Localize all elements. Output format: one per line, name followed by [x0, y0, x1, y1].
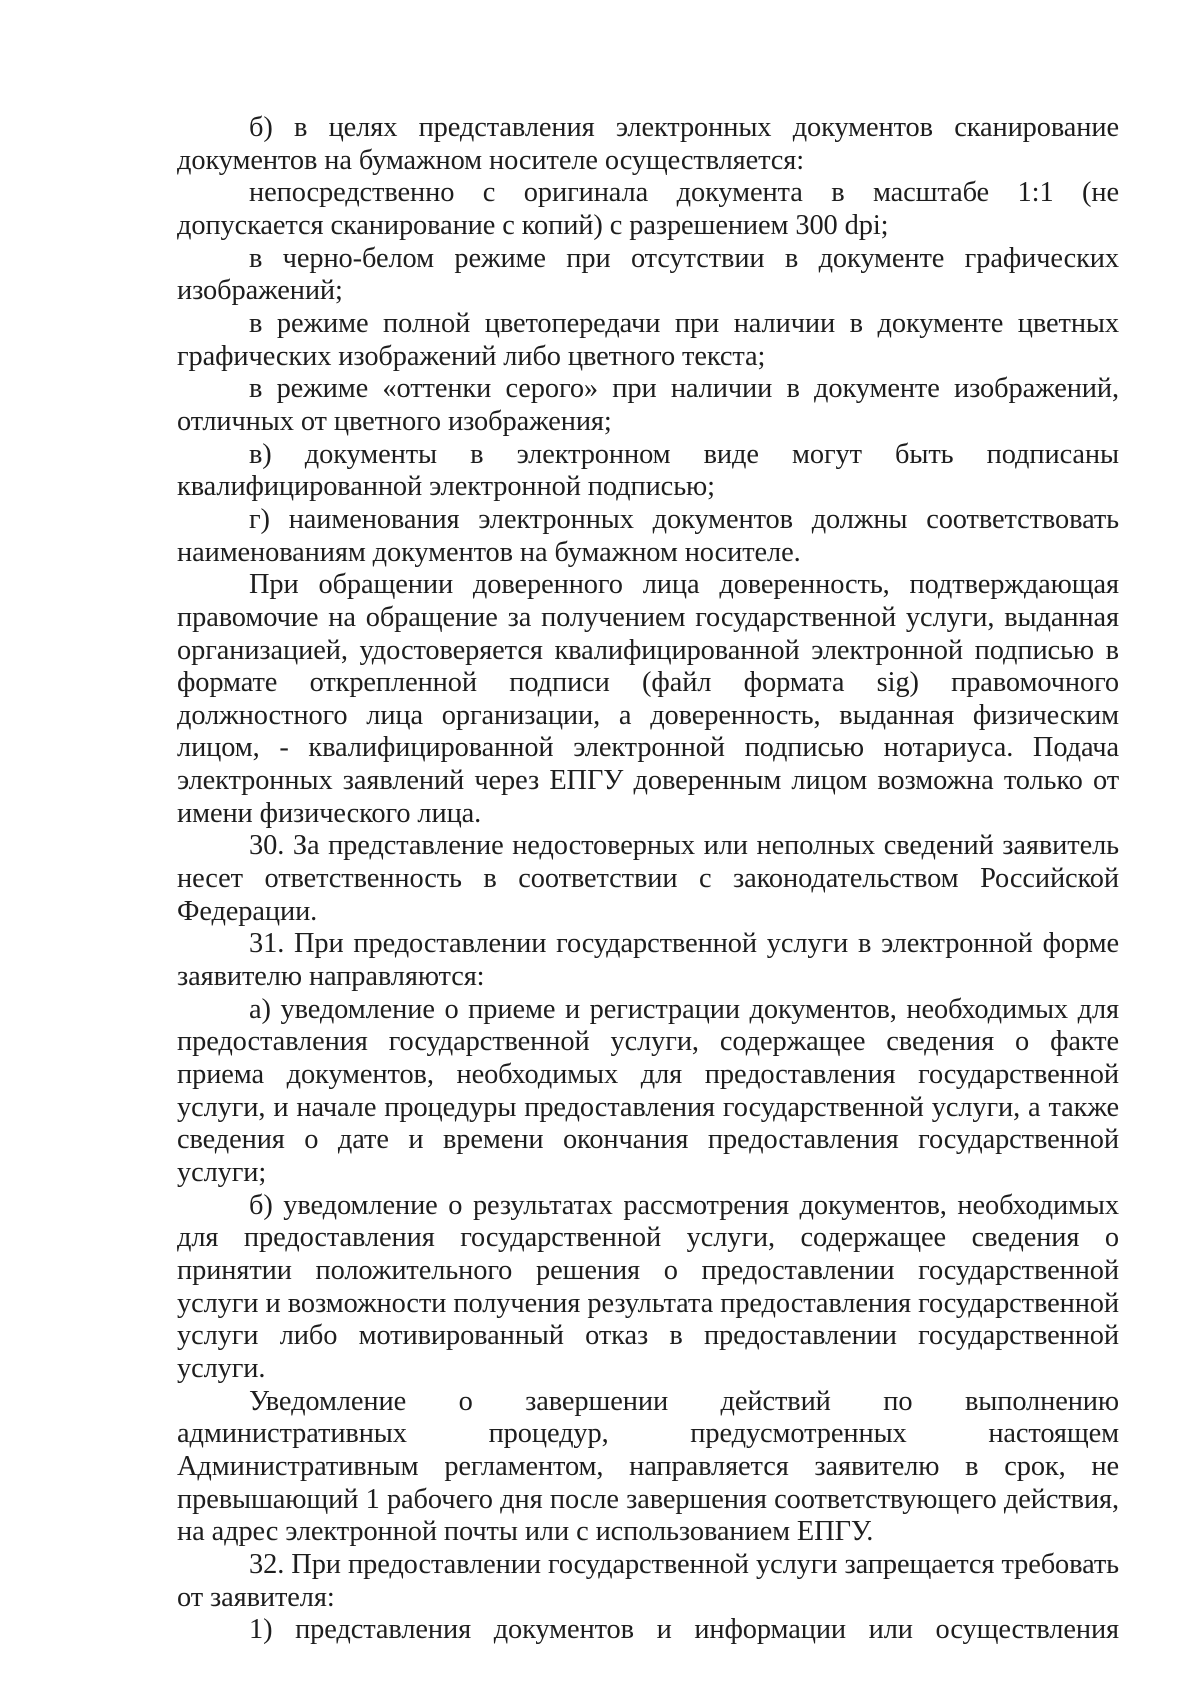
document-body: [177, 112, 1119, 1647]
paragraph-document-names: г) наименования электронных документов должны соответствовать наименованиям документов на бумажном носителе.: [177, 503, 1119, 568]
paragraph-scan-bw: в черно-белом режиме при отсутствии в документе графических изображений;: [177, 242, 1119, 307]
paragraph-scan-grayscale: в режиме «оттенки серого» при наличии в документе изображений, отличных от цветного изображения;: [177, 373, 1119, 437]
paragraph-signature: в) документы в электронном виде могут быть подписаны квалифицированной электронной подписью;: [177, 438, 1119, 503]
paragraph-notice-completion: Уведомление о завершении действий по выполнению административных процедур, предусмотренных настоящем Административным регламентом, направляется заявителю в срок, не превышающий 1 рабочего дня после завершения соответствующего действия, на адрес электронной почты или с использованием ЕПГУ.: [177, 1385, 1119, 1548]
paragraph-scan-original: непосредственно с оригинала документа в масштабе 1:1 (не допускается сканирование с копий) с разрешением 300 dpi;: [177, 177, 1119, 241]
paragraph-item-31: 31. При предоставлении государственной услуги в электронной форме заявителю направляются:: [177, 928, 1119, 993]
paragraph-item-30: 30. За представление недостоверных или неполных сведений заявитель несет ответственность в соответствии с законодательством Российской Федерации.: [177, 830, 1119, 927]
paragraph-scan-color: в режиме полной цветопередачи при наличии в документе цветных графических изображений либо цветного текста;: [177, 307, 1119, 372]
paragraph-item-32-1: 1) представления документов и информации или осуществления: [249, 1614, 1119, 1646]
paragraph-scanning-intro: б) в целях представления электронных документов сканирование документов на бумажном носителе осуществляется:: [177, 112, 1119, 176]
paragraph-proxy: При обращении доверенного лица доверенность, подтверждающая правомочие на обращение за получением государственной услуги, выданная организацией, удостоверяется квалифицированной электронной подписью в формате открепленной подписи (файл формата sig) правомочного должностного лица организации, а доверенность, выданная физическим лицом, - квалифицированной электронной подписью нотариуса. Подача электронных заявлений через ЕПГУ доверенным лицом возможна только от имени физического лица.: [177, 569, 1119, 829]
paragraph-notice-receipt: а) уведомление о приеме и регистрации документов, необходимых для предоставления государственной услуги, содержащее сведения о факте приема документов, необходимых для предоставления государственной услуги, и начале процедуры предоставления государственной услуги, а также сведения о дате и времени окончания предоставления государственной услуги;: [177, 993, 1119, 1188]
paragraph-item-32: 32. При предоставлении государственной услуги запрещается требовать от заявителя:: [177, 1548, 1119, 1613]
paragraph-notice-results: б) уведомление о результатах рассмотрения документов, необходимых для предоставления государственной услуги, содержащее сведения о принятии положительного решения о предоставлении государственной услуги и возможности получения результата предоставления государственной услуги либо мотивированный отказ в предоставлении государственной услуги.: [177, 1189, 1119, 1384]
